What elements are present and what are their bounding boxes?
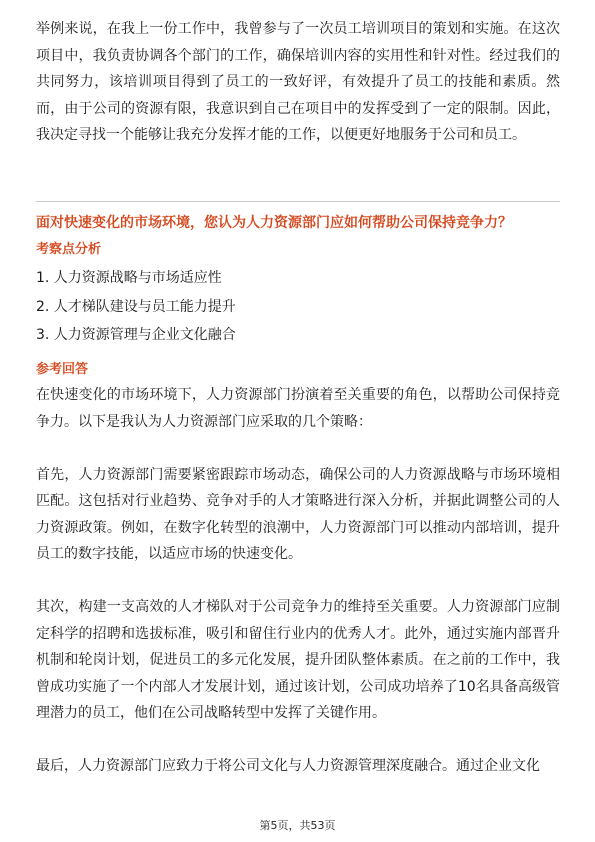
answer-paragraph: 其次，构建一支高效的人才梯队对于公司竞争力的维持至关重要。人力资源部门应制定科学的招聘和选拔标准，吸引和留住行业内的优秀人才。此外，通过实施内部晋升机制和轮岗计划，促进员工的多元化发展，提升团队整体素质。在之前的工作中，我曾成功实施了一个内部人才发展计划，通过该计划，公司成功培养了10名具备高级管理潜力的员工，他们在公司战略转型中发挥了关键作用。 (36, 599, 560, 721)
answer-paragraph: 最后，人力资源部门应致力于将公司文化与人力资源管理深度融合。通过企业文化 (36, 758, 540, 774)
answer-body (36, 382, 560, 806)
page-number: 第5页，共53页 (259, 819, 336, 832)
key-point-item: 3. 人力资源管理与企业文化融合 (36, 327, 236, 343)
question-heading: 面对快速变化的市场环境，您认为人力资源部门应如何帮助公司保持竞争力？ (36, 215, 512, 231)
answer-paragraph: 首先，人力资源部门需要紧密跟踪市场动态，确保公司的人力资源战略与市场环境相匹配。这包括对行业趋势、竞争对手的人才策略进行深入分析，并据此调整公司的人力资源政策。例如，在数字化转型的浪潮中，人力资源部门可以推动内部培训，提升员工的数字技能，以适应市场的快速变化。 (36, 466, 560, 562)
key-points-list (36, 264, 560, 350)
answer-paragraph: 在快速变化的市场环境下，人力资源部门扮演着至关重要的角色，以帮助公司保持竞争力。以下是我认为人力资源部门应采取的几个策略： (36, 387, 560, 430)
key-point-item: 1. 人力资源战略与市场适应性 (36, 270, 222, 286)
key-points-title: 考察点分析 (36, 242, 102, 257)
intro-paragraph: 举例来说，在我上一份工作中，我曾参与了一次员工培训项目的策划和实施。在这次项目中，我负责协调各个部门的工作，确保培训内容的实用性和针对性。经过我们的共同努力，该培训项目得到了员工的一致好评，有效提升了员工的技能和素质。然而，由于公司的资源有限，我意识到自己在项目中的发挥受到了一定的限制。因此，我决定寻找一个能够让我充分发挥才能的工作，以便更好地服务于公司和员工。 (36, 21, 560, 143)
key-point-item: 2. 人才梯队建设与员工能力提升 (36, 298, 236, 315)
section-divider (36, 201, 560, 202)
answer-title: 参考回答 (36, 362, 89, 377)
